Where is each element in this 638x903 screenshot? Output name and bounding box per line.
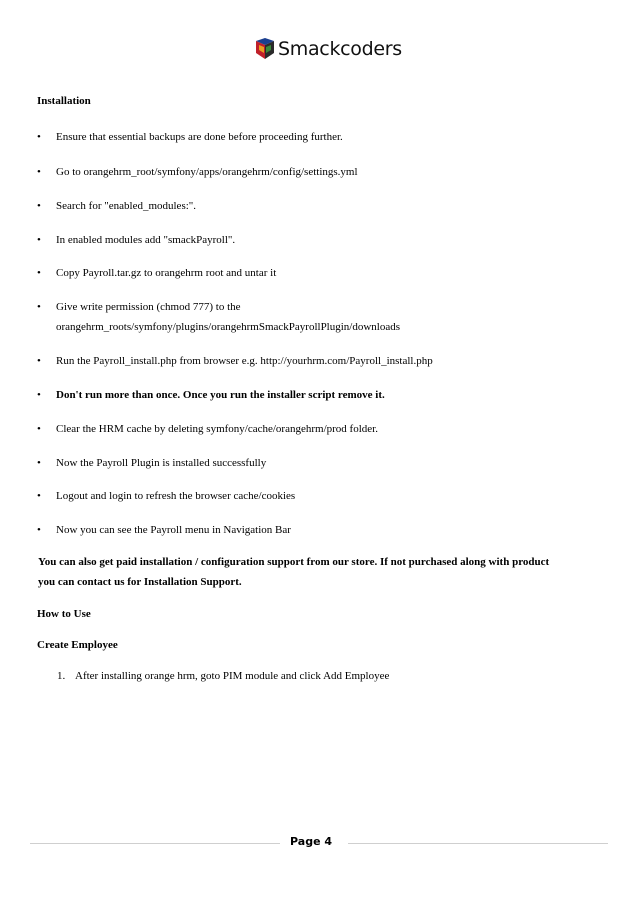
- bullet-dot: •: [37, 267, 41, 279]
- page-number: Page 4: [290, 835, 333, 848]
- bullet-dot: •: [37, 389, 41, 401]
- step-number: 1.: [57, 670, 66, 682]
- paid-support-line-1: You can also get paid installation / configuration support from our store. If not purchased along with product: [38, 556, 550, 568]
- paid-support-note: [38, 552, 608, 592]
- footer-divider-right: [348, 843, 608, 844]
- bullet-dot: •: [37, 131, 41, 143]
- step-text: After installing orange hrm, goto PIM module and click Add Employee: [75, 670, 390, 682]
- paid-support-line-2: you can contact us for Installation Support.: [38, 576, 242, 588]
- list-item-text: Logout and login to refresh the browser cache/cookies: [56, 490, 296, 502]
- bullet-dot: •: [37, 234, 41, 246]
- create-employee-heading: Create Employee: [37, 639, 118, 651]
- list-item-text-continued: orangehrm_roots/symfony/plugins/orangehrmSmackPayrollPlugin/downloads: [56, 321, 401, 333]
- smackcoders-logo-icon: [255, 38, 275, 60]
- list-item-text: Ensure that essential backups are done before proceeding further.: [56, 131, 343, 143]
- installation-heading: Installation: [37, 95, 91, 107]
- list-item-text: Run the Payroll_install.php from browser e.g. http://yourhrm.com/Payroll_install.php: [56, 355, 433, 367]
- list-item-text: Now you can see the Payroll menu in Navigation Bar: [56, 524, 291, 536]
- list-item-text: In enabled modules add "smackPayroll".: [56, 234, 236, 246]
- footer-divider-left: [30, 843, 280, 844]
- bullet-dot: •: [37, 457, 41, 469]
- bullet-dot: •: [37, 301, 41, 313]
- list-item-text: Don't run more than once. Once you run the installer script remove it.: [56, 389, 385, 401]
- bullet-dot: •: [37, 490, 41, 502]
- bullet-dot: •: [37, 524, 41, 536]
- how-to-use-heading: How to Use: [37, 608, 91, 620]
- bullet-dot: •: [37, 423, 41, 435]
- bullet-dot: •: [37, 355, 41, 367]
- list-item: [37, 300, 607, 336]
- list-item-text: Copy Payroll.tar.gz to orangehrm root and untar it: [56, 267, 277, 279]
- list-item-text: Give write permission (chmod 777) to the: [56, 301, 241, 313]
- list-item-text: Clear the HRM cache by deleting symfony/cache/orangehrm/prod folder.: [56, 423, 378, 435]
- bullet-dot: •: [37, 166, 41, 178]
- list-item-text: Search for "enabled_modules:".: [56, 200, 197, 212]
- logo-text: Smackcoders: [278, 38, 402, 60]
- list-item-text: Go to orangehrm_root/symfony/apps/orangehrm/config/settings.yml: [56, 166, 358, 178]
- header-logo: [255, 38, 402, 60]
- bullet-dot: •: [37, 200, 41, 212]
- numbered-step: [57, 669, 389, 683]
- list-item-text: Now the Payroll Plugin is installed successfully: [56, 457, 267, 469]
